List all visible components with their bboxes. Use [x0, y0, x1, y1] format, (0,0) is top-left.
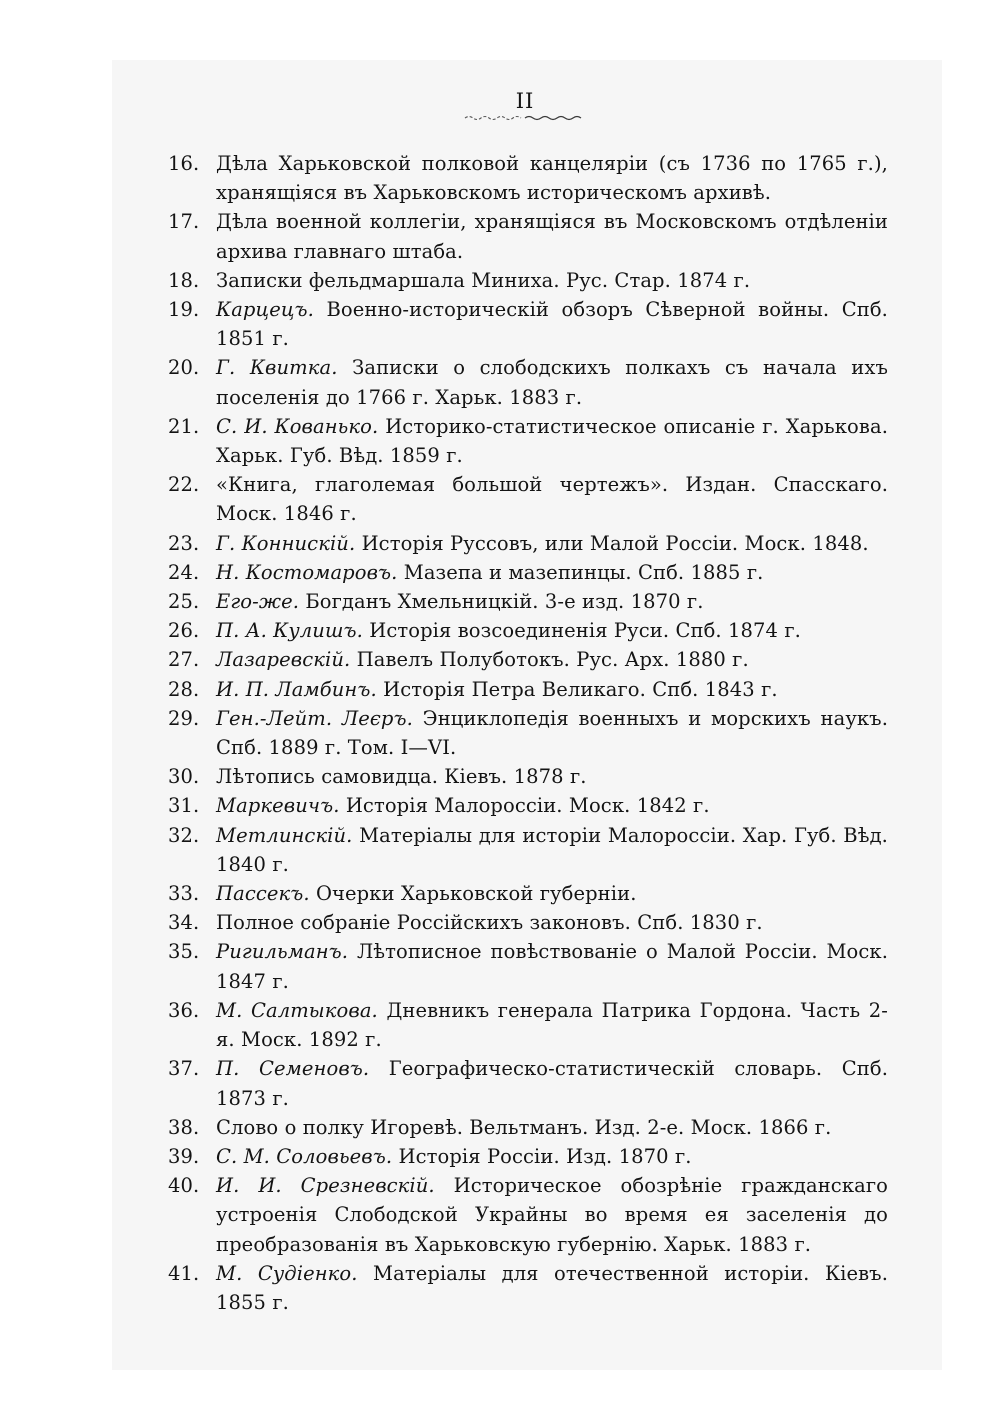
entry-number: 37.: [168, 1057, 200, 1081]
page-number: II: [515, 89, 535, 113]
page-header: [460, 88, 590, 122]
entry-text: Исторія Россіи. Изд. 1870 г.: [398, 1144, 692, 1168]
entry-text: «Книга, глаголемая большой чертежъ». Издан. Спасскаго. Моск. 1846 г.: [216, 473, 888, 526]
entry-number: 25.: [168, 590, 200, 614]
entry-number: 19.: [168, 298, 200, 322]
entry-number: 36.: [168, 998, 200, 1022]
bibliography-entry: [168, 1054, 888, 1112]
entry-number: 34.: [168, 911, 200, 935]
bibliography-entry: [168, 704, 888, 762]
bibliography-entry: [168, 207, 888, 265]
bibliography-entry: [168, 412, 888, 470]
entry-text: Богданъ Хмельницкій. 3-е изд. 1870 г.: [305, 590, 704, 614]
entry-number: 28.: [168, 677, 200, 701]
entry-text: Энциклопедія военныхъ и морскихъ наукъ. Спб. 1889 г. Том. I—VI.: [216, 706, 888, 760]
entry-text: Исторія Петра Великаго. Спб. 1843 г.: [383, 677, 778, 701]
entry-author: С. М. Соловьевъ.: [216, 1144, 393, 1168]
entry-author: Его-же.: [216, 590, 300, 614]
entry-author: Ригильманъ.: [216, 940, 349, 964]
entry-text: Очерки Харьковской губерніи.: [315, 882, 637, 906]
entry-text: Слово о полку Игоревѣ. Вельтманъ. Изд. 2-е. Моск. 1866 г.: [216, 1115, 832, 1139]
entry-text: Военно-историческій обзоръ Сѣверной войны. Спб. 1851 г.: [216, 298, 888, 351]
entry-number: 41.: [168, 1261, 200, 1285]
entry-text: Мазепа и мазепинцы. Спб. 1885 г.: [403, 560, 764, 584]
entry-author: И. П. Ламбинъ.: [216, 677, 377, 701]
entry-number: 30.: [168, 765, 200, 789]
entry-number: 21.: [168, 414, 200, 438]
entry-author: П. Семеновъ.: [216, 1057, 370, 1081]
entry-author: П. А. Кулишъ.: [216, 619, 363, 643]
entry-author: М. Судіенко.: [216, 1261, 358, 1285]
entry-number: 20.: [168, 356, 200, 380]
bibliography-entry: [168, 1142, 888, 1171]
entry-number: 35.: [168, 940, 200, 964]
entry-number: 18.: [168, 268, 200, 292]
bibliography-list: [168, 149, 888, 1317]
entry-text: Историко-статистическое описаніе г. Харькова. Харьк. Губ. Вѣд. 1859 г.: [216, 414, 888, 468]
bibliography-entry: [168, 558, 888, 587]
bibliography-entry: [168, 1113, 888, 1142]
entry-number: 33.: [168, 882, 200, 906]
entry-author: С. И. Кованько.: [216, 414, 379, 438]
bibliography-entry: [168, 908, 888, 937]
entry-number: 40.: [168, 1174, 200, 1198]
entry-text: Записки о слободскихъ полкахъ съ начала ихъ поселенія до 1766 г. Харьк. 1883 г.: [216, 356, 888, 409]
bibliography-entry: [168, 879, 888, 908]
entry-author: Н. Костомаровъ.: [216, 560, 398, 584]
entry-author: Г. Коннискій.: [216, 531, 356, 555]
entry-number: 29.: [168, 706, 200, 730]
entry-number: 23.: [168, 531, 200, 555]
entry-author: Ген.-Лейт. Леєръ.: [216, 706, 413, 730]
entry-author: Метлинскій.: [216, 823, 353, 847]
entry-text: Историческое обозрѣніе гражданскаго устроенія Слободской Украйны во время ея заселенія до преобразованія въ Харьковскую губернію. Харьк. 1883 г.: [216, 1174, 888, 1256]
entry-text: Дневникъ генерала Патрика Гордона. Часть 2-я. Моск. 1892 г.: [216, 998, 888, 1052]
entry-number: 27.: [168, 648, 200, 672]
entry-number: 26.: [168, 619, 200, 643]
entry-author: Карцецъ.: [216, 298, 314, 322]
bibliography-entry: [168, 149, 888, 207]
bibliography-entry: [168, 529, 888, 558]
entry-number: 17.: [168, 210, 200, 234]
entry-text: Матеріалы для исторіи Малороссіи. Хар. Губ. Вѣд. 1840 г.: [216, 823, 888, 876]
bibliography-entry: [168, 996, 888, 1054]
entry-author: Лазаревскій.: [216, 648, 351, 672]
entry-number: 39.: [168, 1144, 200, 1168]
entry-text: Записки фельдмаршала Миниха. Рус. Стар. 1874 г.: [216, 268, 751, 292]
entry-author: И. И. Срезневскій.: [216, 1174, 435, 1198]
entry-number: 32.: [168, 823, 200, 847]
entry-author: Маркевичъ.: [216, 794, 340, 818]
bibliography-entry: [168, 470, 888, 528]
entry-number: 24.: [168, 560, 200, 584]
bibliography-entry: [168, 821, 888, 879]
bibliography-entry: [168, 616, 888, 645]
entry-text: Павелъ Полуботокъ. Рус. Арх. 1880 г.: [356, 648, 749, 672]
entry-text: Полное собраніе Россійскихъ законовъ. Спб. 1830 г.: [216, 911, 763, 935]
entry-text: Географическо-статистическій словарь. Спб. 1873 г.: [216, 1057, 888, 1110]
entry-text: Исторія Руссовъ, или Малой Россіи. Моск. 1848.: [361, 531, 869, 555]
entry-text: Дѣла военной коллегіи, хранящіяся въ Московскомъ отдѣленіи архива главнаго штаба.: [216, 210, 888, 263]
bibliography-entry: [168, 645, 888, 674]
entry-text: Матеріалы для отечественной исторіи. Кіевъ. 1855 г.: [216, 1261, 888, 1314]
entry-author: Пассекъ.: [216, 882, 310, 906]
bibliography-entry: [168, 266, 888, 295]
bibliography-entry: [168, 353, 888, 411]
bibliography-entry: [168, 1171, 888, 1259]
bibliography-entry: [168, 937, 888, 995]
entry-number: 16.: [168, 152, 200, 175]
header-ornament: [463, 114, 587, 122]
entry-text: Исторія Малороссіи. Моск. 1842 г.: [345, 794, 710, 818]
entry-text: Лѣтопись самовидца. Кіевъ. 1878 г.: [216, 765, 587, 789]
bibliography-entry: [168, 762, 888, 791]
bibliography-entry: [168, 295, 888, 353]
entry-author: М. Салтыкова.: [216, 998, 378, 1022]
entry-text: Исторія возсоединенія Руси. Спб. 1874 г.: [369, 619, 801, 643]
entry-number: 22.: [168, 473, 200, 497]
bibliography-entry: [168, 675, 888, 704]
entry-number: 31.: [168, 794, 200, 818]
bibliography-entry: [168, 587, 888, 616]
entry-text: Лѣтописное повѣствованіе о Малой Россіи. Моск. 1847 г.: [216, 940, 888, 993]
entry-author: Г. Квитка.: [216, 356, 338, 380]
entry-text: Дѣла Харьковской полковой канцеляріи (съ 1736 по 1765 г.), хранящіяся въ Харьковскомъ историческомъ архивѣ.: [216, 152, 888, 205]
bibliography-entry: [168, 791, 888, 820]
bibliography-entry: [168, 1259, 888, 1317]
entry-number: 38.: [168, 1115, 200, 1139]
